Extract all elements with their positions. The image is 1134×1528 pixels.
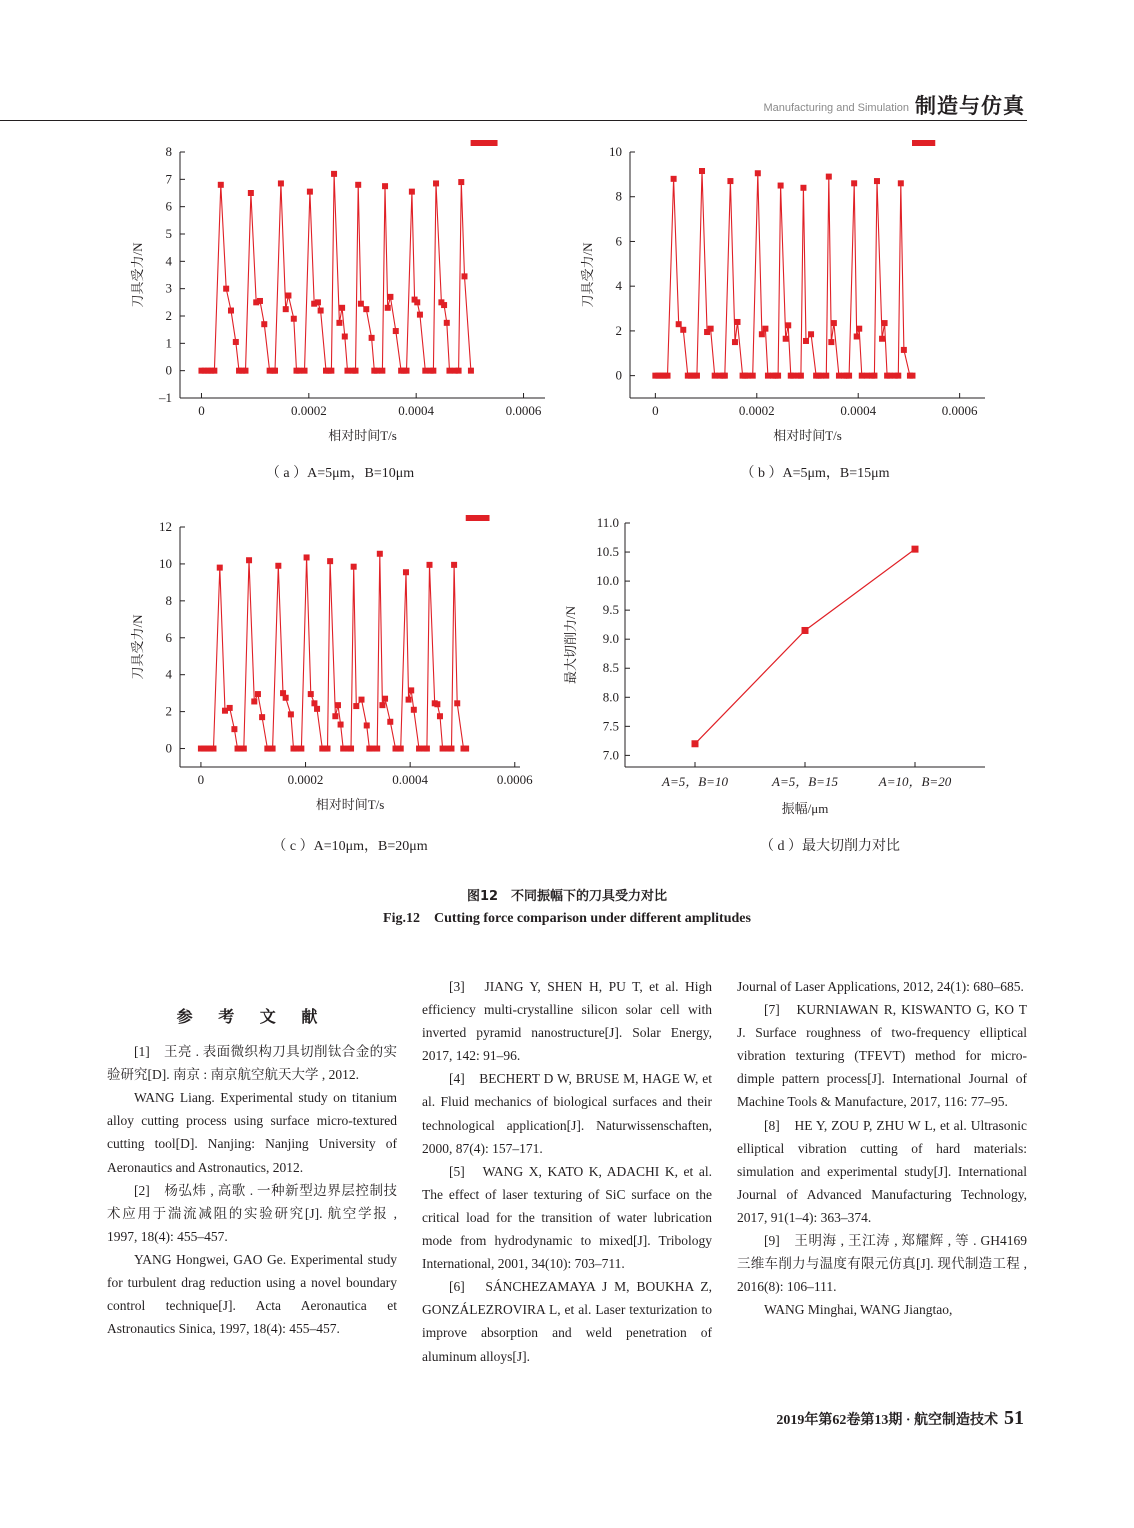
data-point [351,564,357,570]
data-point [411,707,417,713]
data-point [369,746,375,752]
y-tick-label: 6 [165,629,172,645]
data-point [328,368,334,374]
data-point [800,185,806,191]
data-point [448,746,454,752]
y-axis-label: 刀具受力/N [580,242,595,308]
data-point [851,180,857,186]
data-point [831,320,837,326]
data-point [353,368,359,374]
y-tick-label: –1 [159,390,172,405]
data-point [308,691,314,697]
reference-entry: [3] JIANG Y, SHEN H, PU T, et al. High efficiency multi-crystalline silicon solar cell with inverted pyramid nanostructure[J]. Solar Energy, 2017, 142: 91–96. [422,979,712,1064]
data-point [342,334,348,340]
data-point [387,719,393,725]
data-point [802,627,809,634]
journal-section-cn: 制造与仿真 [915,94,1025,118]
data-point [231,726,237,732]
data-point [803,338,809,344]
data-point [278,180,284,186]
y-tick-label: 7 [165,171,172,187]
data-point [298,746,304,752]
y-tick-label: 2 [615,322,622,338]
data-point [358,301,364,307]
data-point [335,702,341,708]
data-point [808,331,814,337]
y-tick-label: 8 [165,144,172,159]
data-point [270,746,276,752]
subcaption-d: （ d ）最大切削力对比 [760,839,900,854]
data-point [680,327,686,333]
data-point [783,336,789,342]
subcaption-a: （ a ）A=5μm，B=10μm [265,466,415,481]
references-column-3 [737,975,1027,1321]
data-point [440,746,446,752]
data-point [331,171,337,177]
data-point [409,189,415,195]
data-point [318,308,324,314]
data-point [227,705,233,711]
chart-c [120,515,540,820]
y-tick-label: 8.5 [602,660,619,676]
y-tick-label: 6 [165,198,172,214]
data-point [228,308,234,314]
data-point [735,319,741,325]
reference-entry: [7] KURNIAWAN R, KISWANTO G, KO T J. Surface roughness of two-frequency elliptical vibration texturing (TFEVT) method for micro-dimple pattern process[J]. International Journal of Machine Tools & Manufacture, 2017, 116: 77–95. [737,1002,1027,1110]
data-point [722,373,728,379]
subcaption-b: （ b ）A=5μm，B=15μm [740,466,890,481]
data-point [451,562,457,568]
data-point [325,746,331,752]
reference-entry: [5] WANG X, KATO K, ADACHI K, et al. The effect of laser texturing of SiC surface on the critical load for the transition of water lubrication mode from hydrodynamic to mixed[J]. Tribology International, 2001, 34(10): 703–711. [422,1163,712,1272]
y-tick-label: 7.5 [602,718,619,734]
data-point [288,711,294,717]
data-point [708,326,714,332]
chart-d [555,515,1010,820]
x-tick-label: 0 [198,403,205,418]
data-point [826,174,832,180]
data-point [311,700,317,706]
data-point [332,713,338,719]
data-point [416,746,422,752]
x-tick-label: 0.0004 [392,772,429,787]
series-line [202,174,471,371]
reference-entry: [2] 杨弘炜 , 高歌 . 一种新型边界层控制技术应用于湍流减阻的实验研究[J]. 航空学报 , 1997, 18(4): 455–457. [107,1182,397,1244]
data-point [454,700,460,706]
data-point [374,368,380,374]
data-point [762,326,768,332]
data-point [909,373,915,379]
x-axis-label: 相对时间T/s [315,797,385,812]
y-axis-label: 刀具受力/N [130,242,145,308]
page-number: 51 [1004,1407,1024,1429]
data-point [798,373,804,379]
data-point [374,746,380,752]
y-tick-label: 1 [165,335,172,351]
data-point [456,368,462,374]
data-point [694,373,700,379]
data-point [665,373,671,379]
data-point [211,368,217,374]
data-point [484,515,490,521]
y-tick-label: 2 [165,308,172,323]
data-point [775,373,781,379]
data-point [293,746,299,752]
data-point [430,368,436,374]
y-tick-label: 8.0 [602,689,619,705]
data-point [882,320,888,326]
data-point [671,176,677,182]
data-point [314,706,320,712]
x-tick-label: A=5，B=10 [662,774,728,789]
y-tick-label: 0 [615,367,622,383]
y-axis-label: 刀具受力/N [130,614,145,680]
data-point [338,722,344,728]
data-point [874,178,880,184]
data-point [275,563,281,569]
x-tick-label: 0.0004 [398,403,435,418]
data-point [898,180,904,186]
data-point [385,305,391,311]
data-point [433,180,439,186]
data-point [340,746,346,752]
x-tick-label: A=5，B=15 [772,774,838,789]
y-tick-label: 10 [609,144,622,159]
data-point [307,189,313,195]
y-tick-label: 7.0 [602,747,619,763]
data-point [382,696,388,702]
data-point [272,368,278,374]
x-tick-label: 0.0002 [287,772,324,787]
data-point [393,328,399,334]
data-point [895,373,901,379]
page-footer [776,1407,1024,1430]
y-tick-label: 4 [165,666,172,682]
reference-entry: [6] SÁNCHEZAMAYA J M, BOUKHA Z, GONZÁLEZROVIRA L, et al. Laser texturization to improve absorption and weld penetration of aluminum alloys[J]. [422,1279,712,1364]
y-tick-label: 10 [159,555,172,571]
journal-section-en: Manufacturing and Simulation [763,102,909,114]
data-point [398,746,404,752]
data-point [377,551,383,557]
data-point [364,722,370,728]
data-point [285,293,291,299]
y-tick-label: 4 [615,278,622,294]
data-point [304,554,310,560]
reference-entry: Journal of Laser Applications, 2012, 24(1): 680–685. [737,979,1024,994]
data-point [363,306,369,312]
data-point [339,305,345,311]
y-axis-label: 最大切削力/N [563,605,578,685]
y-tick-label: 0 [165,740,172,756]
data-point [283,695,289,701]
data-point [302,368,308,374]
data-point [441,302,447,308]
data-point [403,569,409,575]
x-tick-label: 0.0002 [738,403,775,418]
y-tick-label: 9.5 [602,602,619,618]
y-tick-label: 3 [165,280,172,296]
references-column-1 [107,983,397,1340]
chart-b [570,140,1000,445]
x-tick-label: 0.0006 [505,403,542,418]
y-tick-label: 8 [165,592,172,608]
data-point [348,746,354,752]
data-point [241,746,247,752]
references-title: 参 考 文 献 [176,1007,328,1026]
data-point [929,140,935,146]
data-point [424,746,430,752]
series-line [695,549,915,744]
x-tick-label: 0 [197,772,205,787]
data-point [369,335,375,341]
data-point [676,321,682,327]
chart-a [120,140,560,445]
reference-entry: [1] 王亮 . 表面微织构刀具切削钛合金的实验研究[D]. 南京 : 南京航空航天大学 , 2012. [107,1044,397,1083]
data-point [750,373,756,379]
data-point [261,321,267,327]
reference-entry: WANG Minghai, WANG Jiangtao, [764,1302,953,1318]
y-tick-label: 5 [165,226,172,241]
data-point [732,339,738,345]
x-tick-label: 0.0002 [290,403,327,418]
y-tick-label: 0 [165,362,172,378]
series-line [655,171,912,376]
data-point [387,294,393,300]
data-point [422,368,428,374]
data-point [327,558,333,564]
references-column-2 [422,975,712,1368]
data-point [492,140,498,146]
data-point [901,347,907,353]
y-tick-label: 6 [615,233,622,249]
data-point [296,368,302,374]
data-point [444,320,450,326]
data-point [823,373,829,379]
data-point [846,373,852,379]
reference-entry: [4] BECHERT D W, BRUSE M, HAGE W, et al. Fluid mechanics of biological surfaces and their technological application[J]. Naturwissenschaften, 2000, 87(4): 157–171. [422,1071,712,1156]
data-point [404,368,410,374]
data-point [315,299,321,305]
data-point [417,312,423,318]
data-point [233,339,239,345]
data-point [382,183,388,189]
data-point [912,546,919,553]
x-tick-label: 0.0006 [496,772,533,787]
data-point [755,170,761,176]
data-point [427,562,433,568]
data-point [461,273,467,279]
data-point [463,746,469,752]
data-point [692,740,699,747]
subcaption-c: （ c ）A=10μm，B=20μm [272,839,428,854]
x-tick-label: 0.0004 [840,403,877,418]
y-tick-label: 10.0 [596,573,619,589]
data-point [257,298,263,304]
data-point [359,697,365,703]
y-tick-label: 2 [165,703,172,719]
data-point [434,701,440,707]
x-axis-label: 相对时间T/s [328,428,397,443]
data-point [879,336,885,342]
series-line [201,554,466,749]
y-tick-label: 12 [159,519,172,534]
data-point [379,368,385,374]
data-point [379,702,385,708]
data-point [406,697,412,703]
x-tick-label: 0.0006 [941,403,978,418]
data-point [828,339,834,345]
x-tick-label: A=10，B=20 [878,774,952,789]
data-point [854,334,860,340]
y-tick-label: 11.0 [596,515,619,530]
data-point [291,316,297,322]
data-point [759,331,765,337]
data-point [217,565,223,571]
y-tick-label: 9.0 [602,631,619,647]
data-point [437,713,443,719]
data-point [355,182,361,188]
footer-issue: 2019年第62卷第13期 · 航空制造技术 [776,1413,998,1428]
figure-caption-en: Fig.12 Cutting force comparison under different amplitudes [383,911,751,926]
data-point [408,687,414,693]
data-point [468,368,474,374]
x-axis-label: 相对时间T/s [773,428,842,443]
data-point [210,746,216,752]
data-point [699,168,705,174]
data-point [353,703,359,709]
data-point [446,368,452,374]
data-point [458,179,464,185]
data-point [251,698,257,704]
data-point [218,182,224,188]
data-point [336,320,342,326]
x-axis-label: 振幅/μm [781,801,829,816]
data-point [283,306,289,312]
data-point [242,368,248,374]
reference-entry: YANG Hongwei, GAO Ge. Experimental study for turbulent drag reduction using a novel boundary control technique[J]. Acta Aeronautica et Astronautics Sinica, 1997, 18(4): 455–457. [107,1251,397,1337]
data-point [414,299,420,305]
data-point [871,373,877,379]
data-point [255,691,261,697]
reference-entry: [8] HE Y, ZOU P, ZHU W L, et al. Ultrasonic elliptical vibration cutting of hard materials: simulation and experimental study[J]. International Journal of Advanced Manufacturing Technology, 2017, 91(1–4): 363–374. [737,1117,1027,1225]
data-point [476,140,482,146]
data-point [778,183,784,189]
data-point [727,178,733,184]
reference-entry: WANG Liang. Experimental study on titanium alloy cutting process using surface micro-textured cutting tool[D]. Nanjing: Nanjing University of Aeronautics and Astronautics, 2012. [107,1090,397,1175]
data-point [246,557,252,563]
data-point [259,714,265,720]
running-header [0,88,1027,121]
data-point [344,368,350,374]
data-point [856,326,862,332]
data-point [248,190,254,196]
data-point [468,515,474,521]
x-tick-label: 0 [652,403,659,418]
reference-entry: [9] 王明海 , 王江涛 , 郑耀辉 , 等 . GH4169 三维车削力与温度有限元仿真[J]. 现代制造工程 , 2016(8): 106–111. [737,1233,1027,1295]
y-tick-label: 10.5 [596,544,619,560]
data-point [785,322,791,328]
data-point [223,286,229,292]
y-tick-label: 8 [615,188,622,204]
y-tick-label: 4 [165,253,172,269]
figure-caption-cn: 图12 不同振幅下的刀具受力对比 [466,889,668,904]
